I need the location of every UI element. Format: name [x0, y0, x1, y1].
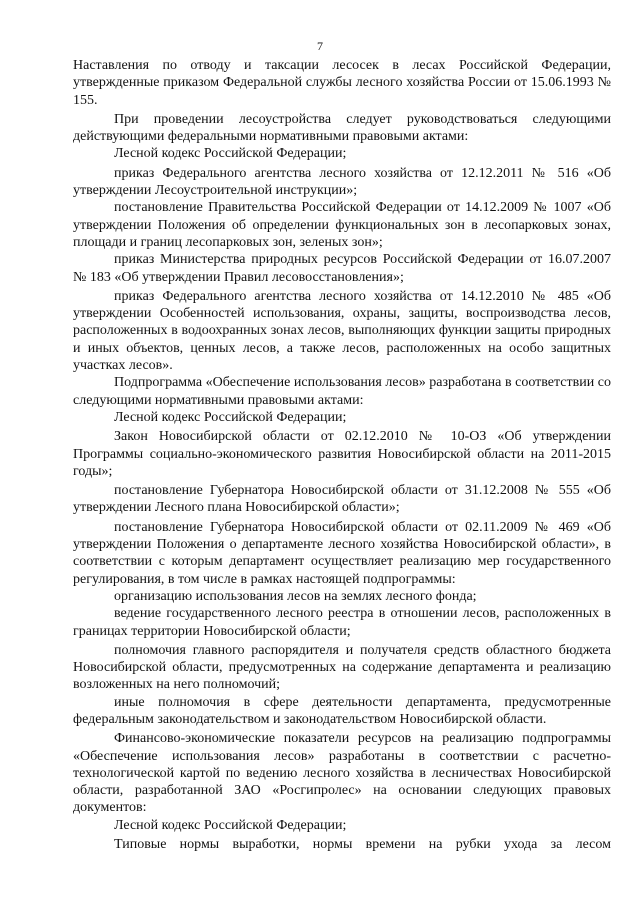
paragraph-other-powers: иные полномочия в сфере деятельности департамента, предусмотренные федеральным законодательством и законодательством Новосибирской области.	[73, 694, 611, 727]
paragraph-instructions: Наставления по отводу и таксации лесосек в лесах Российской Федерации, утвержденные приказом Федеральной службы лесного хозяйства России от 15.06.1993 № 155.	[73, 58, 611, 108]
paragraph-order-516: приказ Федерального агентства лесного хозяйства от 12.12.2011 № 516 «Об утверждении Лесоустроительной инструкции»;	[73, 165, 611, 199]
paragraph-law-10-oz: Закон Новосибирской области от 02.12.2010 № 10-ОЗ «Об утверждении Программы социально-экономического развития Новосибирской области на 2011-2015 годы»;	[73, 429, 611, 479]
paragraph-forest-use: организацию использования лесов на землях лесного фонда;	[114, 588, 477, 604]
paragraph-decree-1007: постановление Правительства Российской Федерации от 14.12.2009 № 1007 «Об утверждении Положения об определении функциональных зон в лесопарковых зонах, площади и границ лесопарковых зон, зеленых зон»;	[73, 200, 611, 250]
paragraph-forest-code: Лесной кодекс Российской Федерации;	[114, 146, 347, 162]
paragraph-decree-469: постановление Губернатора Новосибирской области от 02.11.2009 № 469 «Об утверждении Положения о департаменте лесного хозяйства Новосибирской области», в соответствии с которым департамент осуществляет реализацию мер государственного регулирования, в том числе в рамках настоящей подпрограммы:	[73, 519, 611, 587]
paragraph-subprogram-intro: Подпрограмма «Обеспечение использования лесов» разработана в соответствии со следующими нормативными правовыми актами:	[73, 375, 611, 408]
paragraph-forest-code-3: Лесной кодекс Российской Федерации;	[114, 817, 347, 833]
paragraph-order-485: приказ Федерального агентства лесного хозяйства от 14.12.2010 № 485 «Об утверждении Особенностей использования, охраны, защиты, воспроизводства лесов, расположенных в водоохранных зонах лесов, выполняющих функции защиты природных и иных объектов, ценных лесов, а также лесов, расположенных на особо защитных участках лесов».	[73, 288, 611, 374]
paragraph-financial-indicators: Финансово-экономические показатели ресурсов на реализацию подпрограммы «Обеспечение использования лесов» разработаны в соответствии с расчетно-технологической картой по ведению лесного хозяйства в лесничествах Новосибирской области, разработанной ЗАО «Росгипролес» на основании следующих правовых документов:	[73, 731, 611, 816]
paragraph-forest-registry: ведение государственного лесного реестра в отношении лесов, расположенных в границах территории Новосибирской области;	[73, 606, 611, 639]
paragraph-decree-555: постановление Губернатора Новосибирской области от 31.12.2008 № 555 «Об утверждении Лесного плана Новосибирской области»;	[73, 483, 611, 516]
paragraph-standard-norms: Типовые нормы выработки, нормы времени на рубки ухода за лесом	[114, 837, 611, 853]
paragraph-federal-acts-intro: При проведении лесоустройства следует руководствоваться следующими действующими федеральными нормативными правовыми актами:	[73, 111, 611, 145]
paragraph-budget-powers: полномочия главного распорядителя и получателя средств областного бюджета Новосибирской области, предусмотренных на содержание департамента и реализацию возложенных на него полномочий;	[73, 642, 611, 693]
page-number: 7	[317, 39, 323, 53]
paragraph-order-183: приказ Министерства природных ресурсов Российской Федерации от 16.07.2007 № 183 «Об утверждении Правил лесовосстановления»;	[73, 252, 611, 285]
paragraph-forest-code-2: Лесной кодекс Российской Федерации;	[114, 409, 347, 425]
document-body	[73, 57, 611, 853]
